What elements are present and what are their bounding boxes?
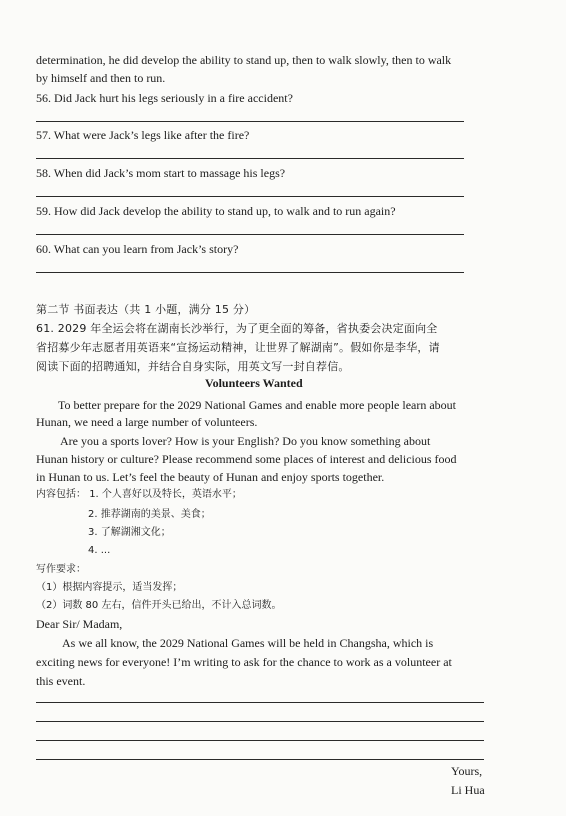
question-56	[36, 90, 293, 106]
notice-p1-line1: To better prepare for the 2029 National Games and enable more people learn about	[58, 398, 456, 412]
answer-line-59	[36, 234, 464, 235]
letter-closing: Yours,	[451, 764, 483, 778]
writing-line-1	[36, 702, 484, 703]
content-label-line	[36, 487, 242, 503]
question-57	[36, 127, 249, 143]
question-60	[36, 241, 238, 257]
notice-p2-line2: Hunan history or culture? Please recommend some places of interest and delicious food	[36, 452, 457, 466]
question-number: 58.	[36, 166, 51, 180]
question-text: Did Jack hurt his legs seriously in a fire accident?	[54, 91, 293, 105]
question-number: 57.	[36, 128, 51, 142]
notice-title: Volunteers Wanted	[205, 376, 303, 390]
question-text: What were Jack’s legs like after the fire?	[53, 128, 250, 142]
passage-line-1: determination, he did develop the ability to stand up, then to walk slowly, then to walk	[36, 53, 452, 67]
content-label: 内容包括：	[36, 489, 86, 500]
question-number: 60.	[36, 242, 51, 256]
section-heading: 第二节 书面表达（共 1 小题，满分 15 分）	[36, 303, 256, 316]
notice-p2-line1: Are you a sports lover? How is your English? Do you know something about	[60, 434, 431, 448]
content-item-3: 3. 了解湖湘文化；	[88, 527, 171, 538]
question-58	[36, 165, 285, 181]
content-item-2: 2. 推荐湖南的美景、美食；	[88, 509, 211, 520]
letter-body-line1: As we all know, the 2029 National Games will be held in Changsha, which is	[62, 636, 434, 650]
content-item-4: 4. ...	[88, 545, 111, 556]
requirement-1: （1）根据内容提示，适当发挥；	[36, 582, 183, 593]
prompt-line-2: 省招募少年志愿者用英语来“宣扬运动精神，让世界了解湖南”。假如你是李华，请	[36, 341, 440, 354]
question-text: What can you learn from Jack’s story?	[53, 242, 239, 256]
letter-body-line3: this event.	[36, 674, 86, 688]
answer-line-60	[36, 272, 464, 273]
letter-salutation: Dear Sir/ Madam,	[36, 617, 123, 631]
question-number: 56.	[36, 91, 51, 105]
prompt-line-1: 61. 2029 年全运会将在湖南长沙举行，为了更全面的筹备，省执委会决定面向全	[36, 322, 438, 335]
answer-line-56	[36, 121, 464, 122]
answer-line-57	[36, 158, 464, 159]
passage-line-2: by himself and then to run.	[36, 71, 166, 85]
requirement-2: （2）词数 80 左右，信件开头已给出，不计入总词数。	[36, 600, 282, 611]
prompt-line-3: 阅读下面的招聘通知，并结合自身实际，用英文写一封自荐信。	[36, 360, 350, 373]
question-59	[36, 203, 396, 219]
content-item-1: 1. 个人喜好以及特长，英语水平；	[89, 489, 242, 500]
answer-line-58	[36, 196, 464, 197]
writing-line-4	[36, 759, 484, 760]
letter-body-line2: exciting news for everyone! I’m writing to ask for the chance to work as a volunteer at	[36, 655, 452, 669]
notice-p2-line3: in Hunan to us. Let’s feel the beauty of Hunan and enjoy sports together.	[36, 470, 385, 484]
notice-p1-line2: Hunan, we need a large number of volunteers.	[36, 415, 258, 429]
letter-signature: Li Hua	[451, 783, 485, 797]
writing-line-2	[36, 721, 484, 722]
question-text: When did Jack’s mom start to massage his legs?	[53, 166, 286, 180]
requirements-label: 写作要求：	[36, 564, 86, 575]
question-text: How did Jack develop the ability to stand up, to walk and to run again?	[54, 204, 396, 218]
writing-line-3	[36, 740, 484, 741]
question-number: 59.	[36, 204, 51, 218]
